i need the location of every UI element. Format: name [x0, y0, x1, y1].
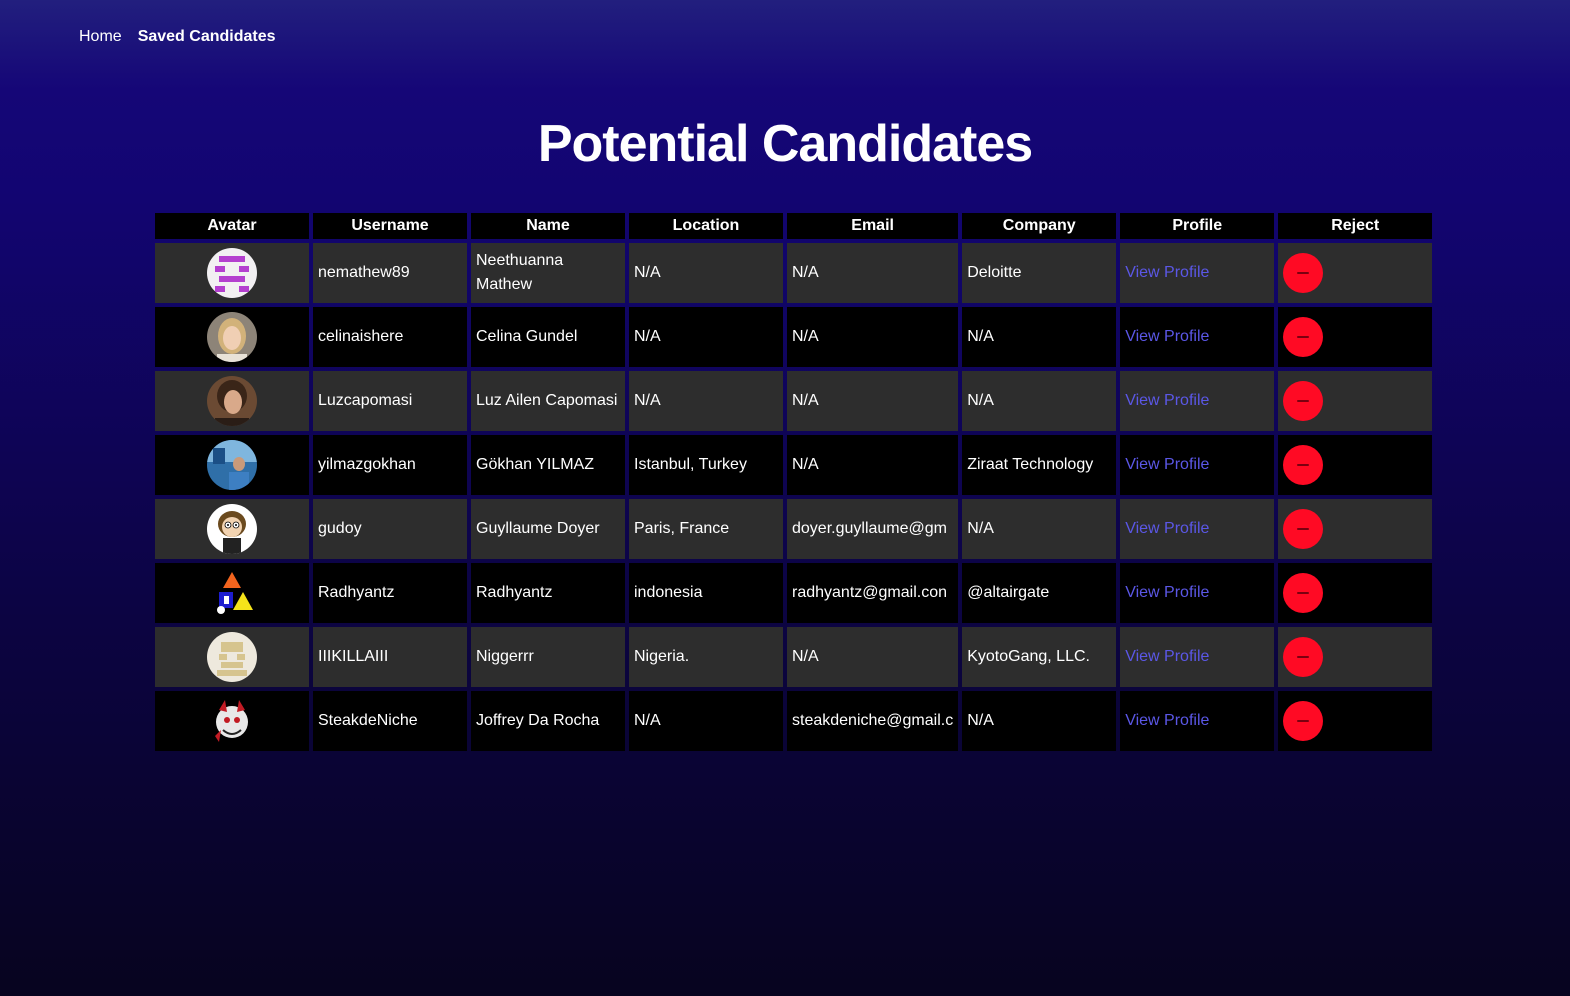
- profile-cell: [1120, 563, 1274, 623]
- profile-cell: [1120, 371, 1274, 431]
- view-profile-link[interactable]: View Profile: [1125, 520, 1210, 537]
- view-profile-link[interactable]: View Profile: [1125, 712, 1210, 729]
- avatar-cell: [155, 627, 309, 687]
- location-cell: Nigeria.: [629, 627, 783, 687]
- reject-button[interactable]: [1283, 445, 1323, 485]
- minus-icon: [1297, 656, 1309, 658]
- minus-icon: [1297, 336, 1309, 338]
- cartoon-avatar-icon: [207, 504, 257, 554]
- header-username: Username: [313, 213, 467, 239]
- table-row: [155, 691, 1432, 751]
- reject-cell: [1278, 307, 1432, 367]
- location-cell: N/A: [629, 307, 783, 367]
- email-cell: N/A: [787, 243, 958, 303]
- avatar-cell: [155, 307, 309, 367]
- email-cell: N/A: [787, 627, 958, 687]
- location-cell: N/A: [629, 243, 783, 303]
- name-cell: Guyllaume Doyer: [471, 499, 625, 559]
- identicon-avatar-icon: [207, 248, 257, 298]
- user-photo-icon: [207, 312, 257, 362]
- avatar-cell: [155, 371, 309, 431]
- minus-icon: [1297, 720, 1309, 722]
- identicon-avatar-icon: [207, 632, 257, 682]
- location-cell: N/A: [629, 691, 783, 751]
- location-cell: N/A: [629, 371, 783, 431]
- username-cell: SteakdeNiche: [313, 691, 467, 751]
- name-cell: Luz Ailen Capomasi: [471, 371, 625, 431]
- candidates-table: [151, 209, 1436, 755]
- header-email: Email: [787, 213, 958, 239]
- name-cell: Neethuanna Mathew: [471, 243, 625, 303]
- user-photo-icon: [207, 440, 257, 490]
- username-cell: Radhyantz: [313, 563, 467, 623]
- username-cell: celinaishere: [313, 307, 467, 367]
- header-location: Location: [629, 213, 783, 239]
- profile-cell: [1120, 435, 1274, 495]
- table-row: [155, 371, 1432, 431]
- avatar: [207, 568, 257, 618]
- email-cell: radhyantz@gmail.con: [787, 563, 958, 623]
- table-header-row: [155, 213, 1432, 239]
- top-nav: [79, 28, 276, 46]
- profile-cell: [1120, 307, 1274, 367]
- email-cell: N/A: [787, 435, 958, 495]
- location-cell: Istanbul, Turkey: [629, 435, 783, 495]
- reject-cell: [1278, 371, 1432, 431]
- avatar-cell: [155, 243, 309, 303]
- company-cell: Ziraat Technology: [962, 435, 1116, 495]
- email-cell: steakdeniche@gmail.c: [787, 691, 958, 751]
- illustration-avatar-icon: [207, 696, 257, 746]
- reject-cell: [1278, 563, 1432, 623]
- company-cell: Deloitte: [962, 243, 1116, 303]
- page-title: Potential Candidates: [537, 115, 1033, 173]
- reject-button[interactable]: [1283, 253, 1323, 293]
- username-cell: nemathew89: [313, 243, 467, 303]
- table-row: [155, 627, 1432, 687]
- email-cell: doyer.guyllaume@gm: [787, 499, 958, 559]
- company-cell: N/A: [962, 371, 1116, 431]
- reject-button[interactable]: [1283, 381, 1323, 421]
- email-cell: N/A: [787, 371, 958, 431]
- header-name: Name: [471, 213, 625, 239]
- name-cell: Celina Gundel: [471, 307, 625, 367]
- view-profile-link[interactable]: View Profile: [1125, 456, 1210, 473]
- avatar: [207, 504, 257, 554]
- username-cell: IIIKILLAIII: [313, 627, 467, 687]
- avatar: [207, 312, 257, 362]
- header-company: Company: [962, 213, 1116, 239]
- company-cell: N/A: [962, 691, 1116, 751]
- avatar: [207, 632, 257, 682]
- avatar: [207, 376, 257, 426]
- reject-cell: [1278, 243, 1432, 303]
- nav-saved-candidates-link[interactable]: Saved Candidates: [137, 28, 276, 45]
- avatar-cell: [155, 563, 309, 623]
- company-cell: N/A: [962, 307, 1116, 367]
- reject-button[interactable]: [1283, 573, 1323, 613]
- minus-icon: [1297, 400, 1309, 402]
- username-cell: gudoy: [313, 499, 467, 559]
- nav-home-link[interactable]: Home: [79, 28, 122, 45]
- table-row: [155, 435, 1432, 495]
- avatar-cell: [155, 499, 309, 559]
- profile-cell: [1120, 691, 1274, 751]
- profile-cell: [1120, 243, 1274, 303]
- header-reject: Reject: [1278, 213, 1432, 239]
- name-cell: Niggerrr: [471, 627, 625, 687]
- username-cell: yilmazgokhan: [313, 435, 467, 495]
- user-photo-icon: [207, 376, 257, 426]
- name-cell: Radhyantz: [471, 563, 625, 623]
- avatar: [207, 696, 257, 746]
- profile-cell: [1120, 627, 1274, 687]
- reject-button[interactable]: [1283, 701, 1323, 741]
- table-row: [155, 563, 1432, 623]
- company-cell: N/A: [962, 499, 1116, 559]
- reject-button[interactable]: [1283, 637, 1323, 677]
- minus-icon: [1297, 528, 1309, 530]
- reject-cell: [1278, 627, 1432, 687]
- location-cell: Paris, France: [629, 499, 783, 559]
- table-row: [155, 243, 1432, 303]
- avatar: [207, 440, 257, 490]
- company-cell: KyotoGang, LLC.: [962, 627, 1116, 687]
- avatar: [207, 248, 257, 298]
- email-cell: N/A: [787, 307, 958, 367]
- view-profile-link[interactable]: View Profile: [1125, 584, 1210, 601]
- name-cell: Gökhan YILMAZ: [471, 435, 625, 495]
- minus-icon: [1297, 272, 1309, 274]
- avatar-cell: [155, 435, 309, 495]
- geometric-shapes-icon: [207, 568, 257, 618]
- reject-button[interactable]: [1283, 317, 1323, 357]
- avatar-cell: [155, 691, 309, 751]
- reject-cell: [1278, 435, 1432, 495]
- profile-cell: [1120, 499, 1274, 559]
- header-profile: Profile: [1120, 213, 1274, 239]
- view-profile-link[interactable]: View Profile: [1125, 392, 1210, 409]
- name-cell: Joffrey Da Rocha: [471, 691, 625, 751]
- view-profile-link[interactable]: View Profile: [1125, 264, 1210, 281]
- location-cell: indonesia: [629, 563, 783, 623]
- company-cell: @altairgate: [962, 563, 1116, 623]
- view-profile-link[interactable]: View Profile: [1125, 648, 1210, 665]
- reject-cell: [1278, 691, 1432, 751]
- reject-cell: [1278, 499, 1432, 559]
- header-avatar: Avatar: [155, 213, 309, 239]
- minus-icon: [1297, 592, 1309, 594]
- table-row: [155, 499, 1432, 559]
- reject-button[interactable]: [1283, 509, 1323, 549]
- table-row: [155, 307, 1432, 367]
- view-profile-link[interactable]: View Profile: [1125, 328, 1210, 345]
- minus-icon: [1297, 464, 1309, 466]
- username-cell: Luzcapomasi: [313, 371, 467, 431]
